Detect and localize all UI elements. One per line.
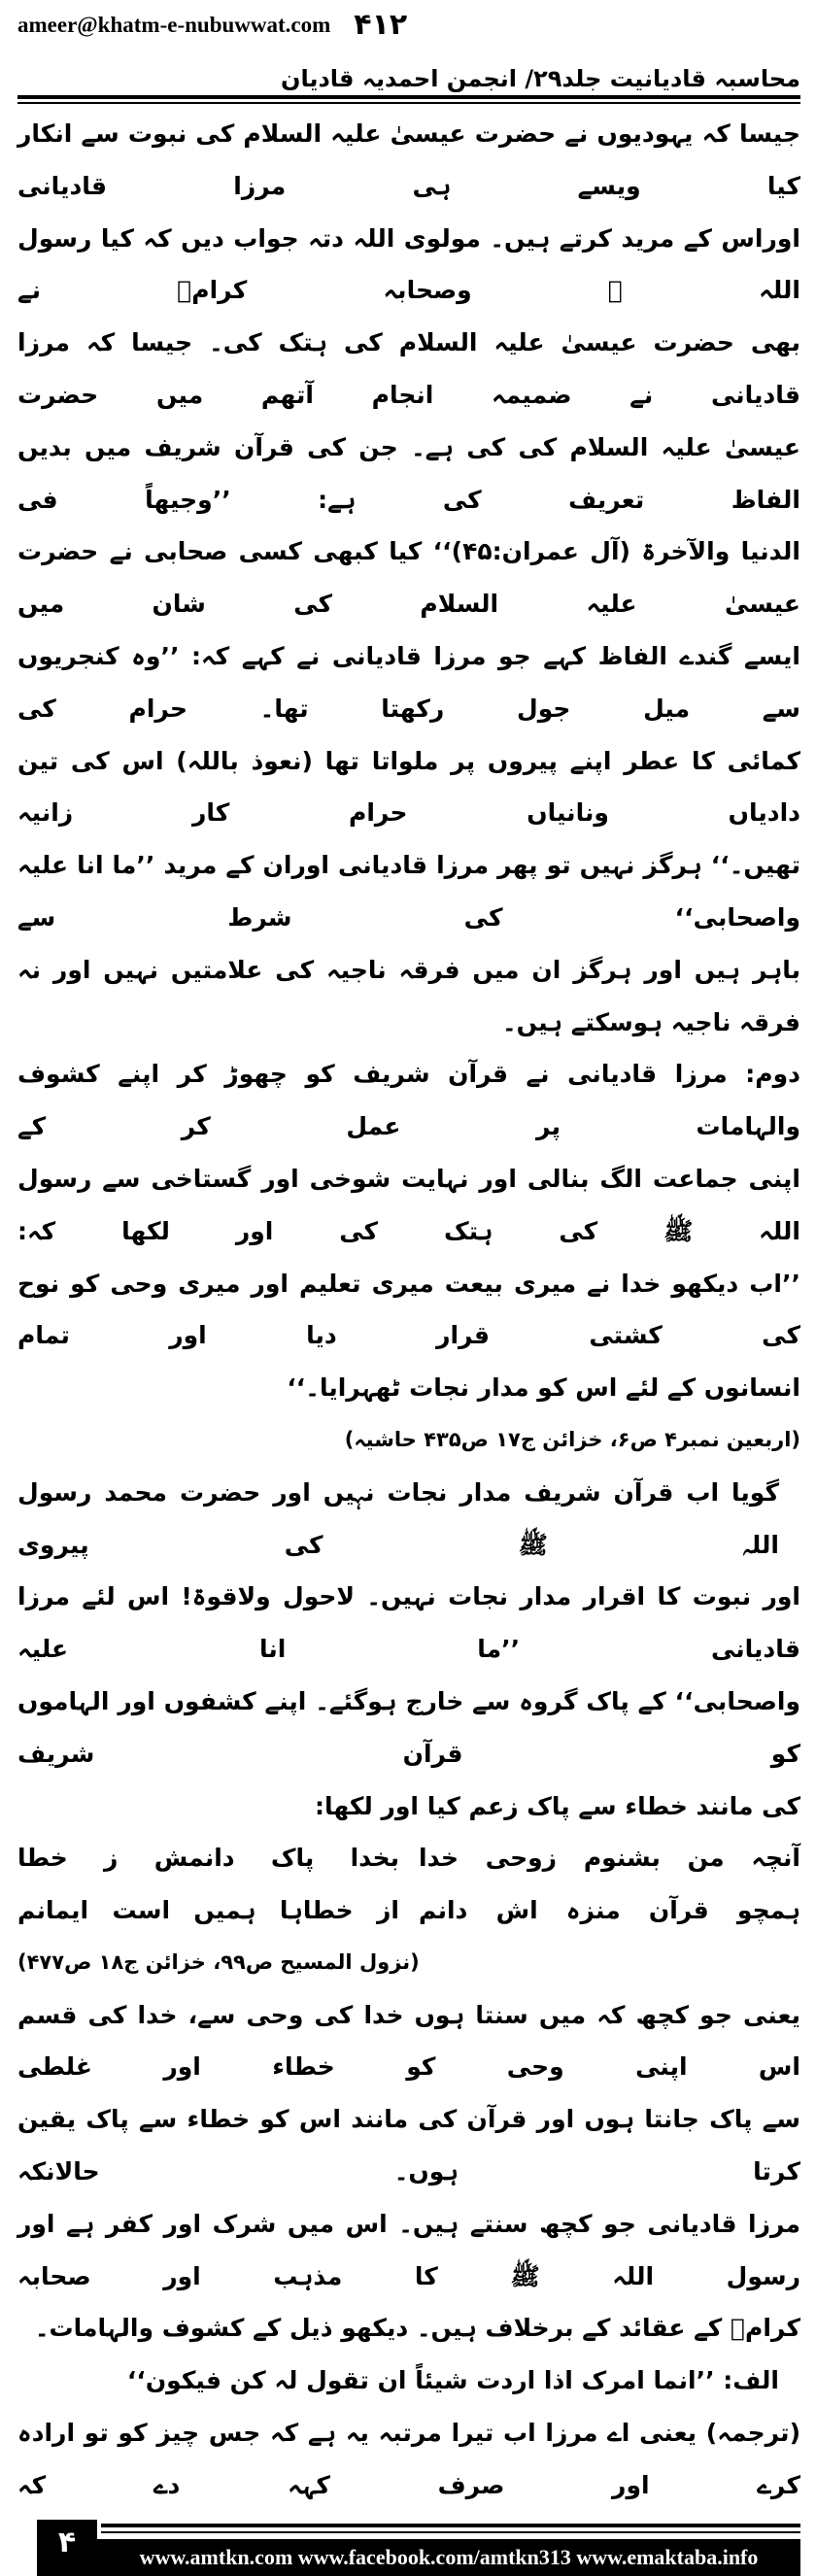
reference-nuzool: (نزول المسیح ص۹۹، خزائن ج۱۸ ص۴۷۷) — [17, 1949, 420, 1974]
reference-arbaeen: (اربعین نمبر۴ ص۶، خزائن ج۱۷ ص۴۳۵ حاشیہ) — [344, 1427, 800, 1451]
text-line: باہر ہیں اور ہرگز ان میں فرقہ ناجیہ کی علامتیں نہیں اور نہ فرقہ ناجیہ ہوسکتے ہیں۔ — [17, 955, 800, 1036]
text-line: دوم: مرزا قادیانی نے قرآن شریف کو چھوڑ کر اپنے کشوف والہامات پر عمل کر کے — [17, 1060, 800, 1141]
text-line: عیسیٰ علیہ السلام کی کی ہے۔ جن کی قرآن شریف میں بدیں الفاظ تعریف کی ہے: ’’وجیھاً فی — [17, 432, 800, 514]
verse-line — [17, 1832, 800, 1884]
header-email: ameer@khatm-e-nubuwwat.com — [17, 12, 331, 37]
text-line: ’’اب دیکھو خدا نے میری بیعت میری تعلیم اور میری وحی کو نوح کی کشتی قرار دیا اور تمام — [17, 1269, 800, 1350]
footer-rule — [101, 2524, 800, 2527]
text-line: یعنی جو کچھ کہ میں سنتا ہوں خدا کی وحی سے، خدا کی قسم اس اپنی وحی کو خطاء اور غلطی — [17, 2000, 800, 2082]
footer-rule-thin — [101, 2531, 800, 2533]
section-number: ۴ — [37, 2520, 97, 2576]
page-body — [17, 104, 800, 2512]
text-line: الدنیا والآخرۃ (آل عمران:۴۵)‘‘ کیا کبھی کسی صحابی نے حضرت عیسیٰ علیہ السلام کی شان میں — [17, 537, 801, 619]
text-line: بھی حضرت عیسیٰ علیہ السلام کی ہتک کی۔ جیسا کہ مرزا قادیانی نے ضمیمہ انجام آتھم میں حضرت — [17, 328, 800, 409]
text-line: گویا اب قرآن شریف مدار نجات نہیں اور حضرت محمد رسول اللہ ﷺ کی پیروی — [17, 1477, 779, 1559]
verse-hemistich: ہمچو قرآن منزہ اش دانم — [419, 1896, 800, 1925]
text-line: الف: ’’انما امرک اذا اردت شیئاً ان تقول لہ کن فیکون‘‘ — [126, 2366, 779, 2395]
footer-links: www.amtkn.com www.facebook.com/amtkn313 www.emaktaba.info — [97, 2539, 800, 2576]
page-number: ۴۱۲ — [354, 8, 408, 42]
text-line: جیسا کہ یہودیوں نے حضرت عیسیٰ علیہ السلام کی نبوت سے انکار کیا ویسے ہی مرزا قادیانی — [17, 119, 800, 200]
verse-line — [17, 1884, 800, 1937]
text-line: اوراس کے مرید کرتے ہیں۔ مولوی اللہ دتہ جواب دیں کہ کیا رسول اللہ ﷺ وصحابہ کرامؓ نے — [17, 223, 800, 305]
header-rule — [17, 95, 800, 99]
page-header — [17, 8, 800, 92]
text-line: سے پاک جانتا ہوں اور قرآن کی مانند اس کو خطاء سے پاک یقین کرتا ہوں۔ حالانکہ — [17, 2105, 800, 2186]
verse-hemistich: بخدا پاک دانمش ز خطا — [17, 1844, 399, 1873]
text-line: کرامؓ کے عقائد کے برخلاف ہیں۔ دیکھو ذیل کے کشوف والہامات۔ — [34, 2314, 800, 2343]
verse-hemistich: از خطاہا ہمیں است ایمانم — [17, 1896, 399, 1925]
text-line: واصحابی‘‘ کے پاک گروہ سے خارج ہوگئے۔ اپنے کشفوں اور الہاموں کو قرآن شریف — [17, 1686, 800, 1768]
quote-end: انسانوں کے لئے اس کو مدار نجات ٹھہرایا۔‘‘ — [287, 1373, 800, 1403]
text-line: مرزا قادیانی جو کچھ سنتے ہیں۔ اس میں شرک اور کفر ہے اور رسول اللہ ﷺ کا مذہب اور صحابہ — [17, 2209, 800, 2290]
verse-hemistich: آنچہ من بشنوم زوحی خدا — [419, 1844, 800, 1873]
book-title: محاسبہ قادیانیت جلد۲۹/ انجمن احمدیہ قادیان — [280, 65, 800, 92]
text-line: اور نبوت کا اقرار مدار نجات نہیں۔ لاحول ولاقوۃ! اس لئے مرزا قادیانی ’’ما انا علیہ — [17, 1582, 800, 1664]
text-line: تھیں۔‘‘ ہرگز نہیں تو پھر مرزا قادیانی اوران کے مرید ’’ما انا علیہ واصحابی‘‘ کی شرط سے — [17, 851, 800, 932]
text-line: اپنی جماعت الگ بنالی اور نہایت شوخی اور گستاخی سے رسول اللہ ﷺ کی ہتک کی اور لکھا کہ: — [17, 1164, 800, 1245]
page-footer — [37, 2520, 800, 2576]
text-line: کی مانند خطاء سے پاک زعم کیا اور لکھا: — [314, 1791, 800, 1820]
text-line — [17, 1362, 800, 1467]
text-line: (ترجمہ) یعنی اے مرزا اب تیرا مرتبہ یہ ہے کہ جس چیز کو تو ارادہ کرے اور صرف کہہ دے کہ — [17, 2419, 800, 2499]
text-line: ایسے گندے الفاظ کہے جو مرزا قادیانی نے کہے کہ: ’’وہ کنجریوں سے میل جول رکھتا تھا۔ حرام کی — [17, 641, 800, 723]
text-line: کمائی کا عطر اپنے پیروں پر ملواتا تھا (نعوذ باللہ) اس کی تین دادیاں ونانیاں حرام کار زانیہ — [17, 746, 800, 828]
